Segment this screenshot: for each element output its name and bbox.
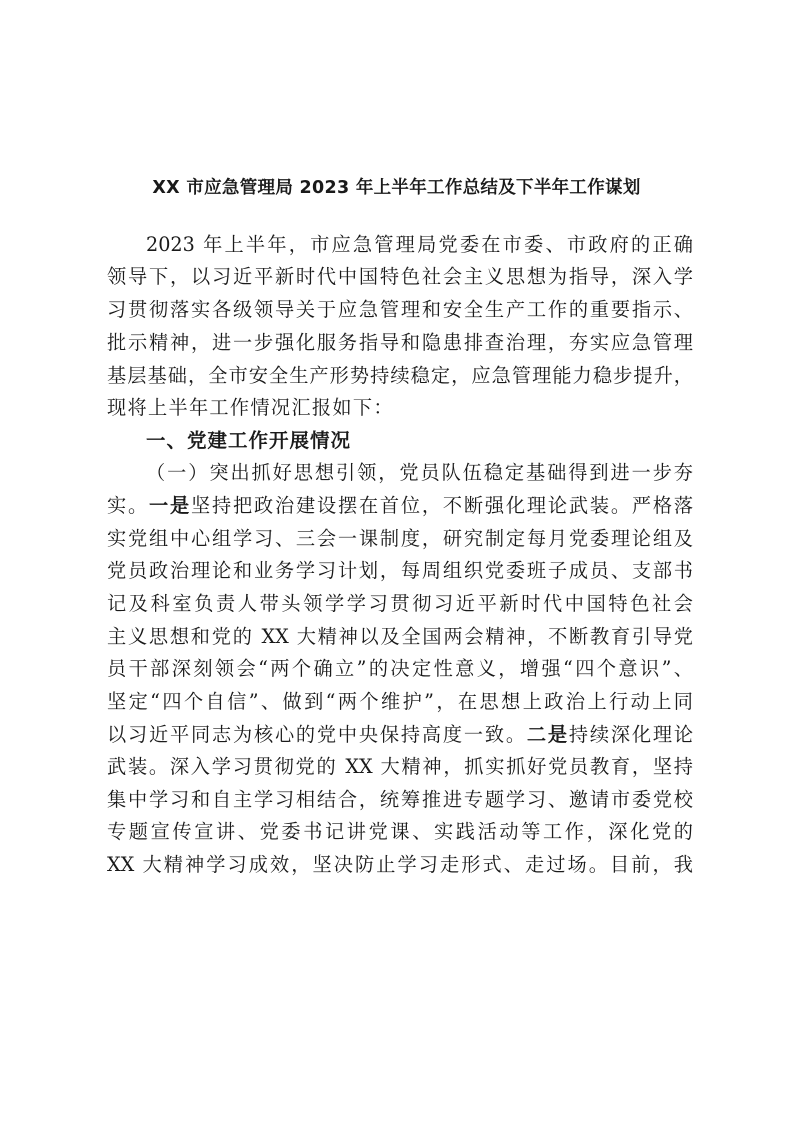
- intro-line: 领导下，以习近平新时代中国特色社会主义思想为指导，深入学: [107, 265, 693, 288]
- body-text: 持续深化理论: [568, 723, 694, 746]
- body-text: 以习近平同志为核心的党中央保持高度一致。: [107, 723, 527, 746]
- body-line: 坚定“四个自信”、做到“两个维护”，在思想上政治上行动上同: [107, 690, 693, 713]
- body-line: 集中学习和自主学习相结合，统筹推进专题学习、邀请市委党校: [107, 788, 693, 811]
- body-line: （一）突出抓好思想引领，党员队伍稳定基础得到进一步夯: [146, 461, 693, 484]
- section-heading: 一、党建工作开展情况: [146, 429, 352, 452]
- document-title: XX 市应急管理局 2023 年上半年工作总结及下半年工作谋划: [152, 178, 641, 198]
- body-line: 员干部深刻领会“两个确立”的决定性意义，增强“四个意识”、: [107, 657, 693, 680]
- body-line: [107, 722, 693, 748]
- intro-line: 习贯彻落实各级领导关于应急管理和安全生产工作的重要指示、: [107, 298, 693, 321]
- body-line: 记及科室负责人带头领学学习贯彻习近平新时代中国特色社会: [107, 592, 693, 615]
- body-line: [107, 493, 693, 519]
- body-line: 武装。深入学习贯彻党的 XX 大精神，抓实抓好党员教育，坚持: [107, 755, 693, 778]
- body-line: 专题宣传宣讲、党委书记讲党课、实践活动等工作，深化党的: [107, 820, 693, 843]
- bold-marker: 二是: [526, 723, 569, 746]
- intro-line: 现将上半年工作情况汇报如下：: [107, 396, 394, 419]
- body-text: 坚持把政治建设摆在首位，不断强化理论武装。严格落: [191, 494, 694, 517]
- body-line: XX 大精神学习成效，坚决防止学习走形式、走过场。目前，我: [107, 853, 693, 876]
- bold-marker: 一是: [149, 494, 191, 517]
- intro-line: 2023 年上半年，市应急管理局党委在市委、市政府的正确: [146, 233, 693, 256]
- body-line: 实党组中心组学习、三会一课制度，研究制定每月党委理论组及: [107, 527, 693, 550]
- body-line: 主义思想和党的 XX 大精神以及全国两会精神，不断教育引导党: [107, 625, 693, 648]
- body-line: 党员政治理论和业务学习计划，每周组织党委班子成员、支部书: [107, 559, 693, 582]
- intro-line: 基层基础，全市安全生产形势持续稳定，应急管理能力稳步提升，: [107, 364, 693, 387]
- body-text: 实。: [107, 494, 149, 517]
- intro-line: 批示精神，进一步强化服务指导和隐患排查治理，夯实应急管理: [107, 331, 693, 354]
